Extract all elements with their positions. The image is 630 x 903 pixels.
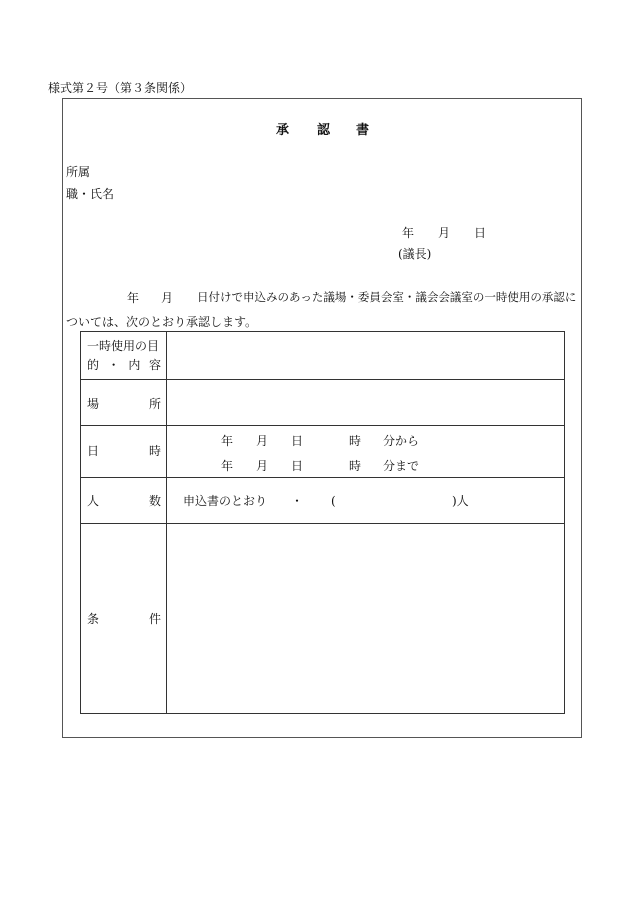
datetime-char-2: 時: [148, 444, 161, 458]
purpose-char-4: 容: [148, 358, 161, 372]
from-hour: 時: [349, 434, 362, 448]
from-day: 日: [291, 434, 304, 448]
datetime-char-1: 日: [87, 444, 100, 458]
statement-month: 月: [161, 291, 174, 305]
people-value: 申込書のとおり: [183, 494, 268, 508]
conditions-label: [87, 613, 161, 625]
row-divider-2: [81, 425, 564, 426]
purpose-char-1: 的: [87, 358, 100, 372]
title-char-1: 承: [276, 123, 290, 138]
datetime-label: [87, 445, 161, 457]
form-number: 様式第２号（第３条関係）: [48, 81, 193, 95]
to-minute: 分まで: [383, 459, 420, 473]
purpose-label-line2: [87, 359, 161, 371]
statement-line2: ついては、次のとおり承認します。: [66, 315, 258, 329]
people-close-paren: )人: [452, 494, 469, 508]
purpose-label-line1: 一時使用の目: [87, 339, 160, 353]
chairman-label: (議長): [398, 247, 432, 261]
people-label: [87, 495, 161, 507]
name-label: 職・氏名: [66, 187, 115, 201]
conditions-char-1: 条: [87, 612, 100, 626]
row-divider-3: [81, 477, 564, 478]
place-char-1: 場: [87, 397, 100, 411]
people-char-2: 数: [148, 494, 161, 508]
affiliation-label: 所属: [66, 165, 91, 179]
from-month: 月: [256, 434, 269, 448]
to-year: 年: [221, 459, 234, 473]
people-open-paren: (: [331, 494, 336, 508]
conditions-char-2: 件: [148, 612, 161, 626]
purpose-char-2: ・: [107, 358, 120, 372]
from-minute: 分から: [383, 434, 420, 448]
date-year: 年: [402, 226, 415, 240]
statement-line1: 日付けで申込みのあった議場・委員会室・議会会議室の一時使用の承認に: [197, 290, 577, 304]
date-month: 月: [438, 226, 451, 240]
approval-table: [80, 331, 565, 714]
purpose-char-3: 内: [128, 358, 141, 372]
people-char-1: 人: [87, 494, 100, 508]
row-divider-4: [81, 523, 564, 524]
date-day: 日: [474, 226, 487, 240]
people-dot: ・: [291, 494, 304, 508]
row-divider-1: [81, 379, 564, 380]
statement-year: 年: [127, 291, 140, 305]
place-char-2: 所: [148, 397, 161, 411]
to-day: 日: [291, 459, 304, 473]
place-label: [87, 398, 161, 410]
title-char-3: 書: [356, 123, 370, 138]
to-month: 月: [256, 459, 269, 473]
from-year: 年: [221, 434, 234, 448]
to-hour: 時: [349, 459, 362, 473]
title-char-2: 認: [317, 123, 331, 138]
